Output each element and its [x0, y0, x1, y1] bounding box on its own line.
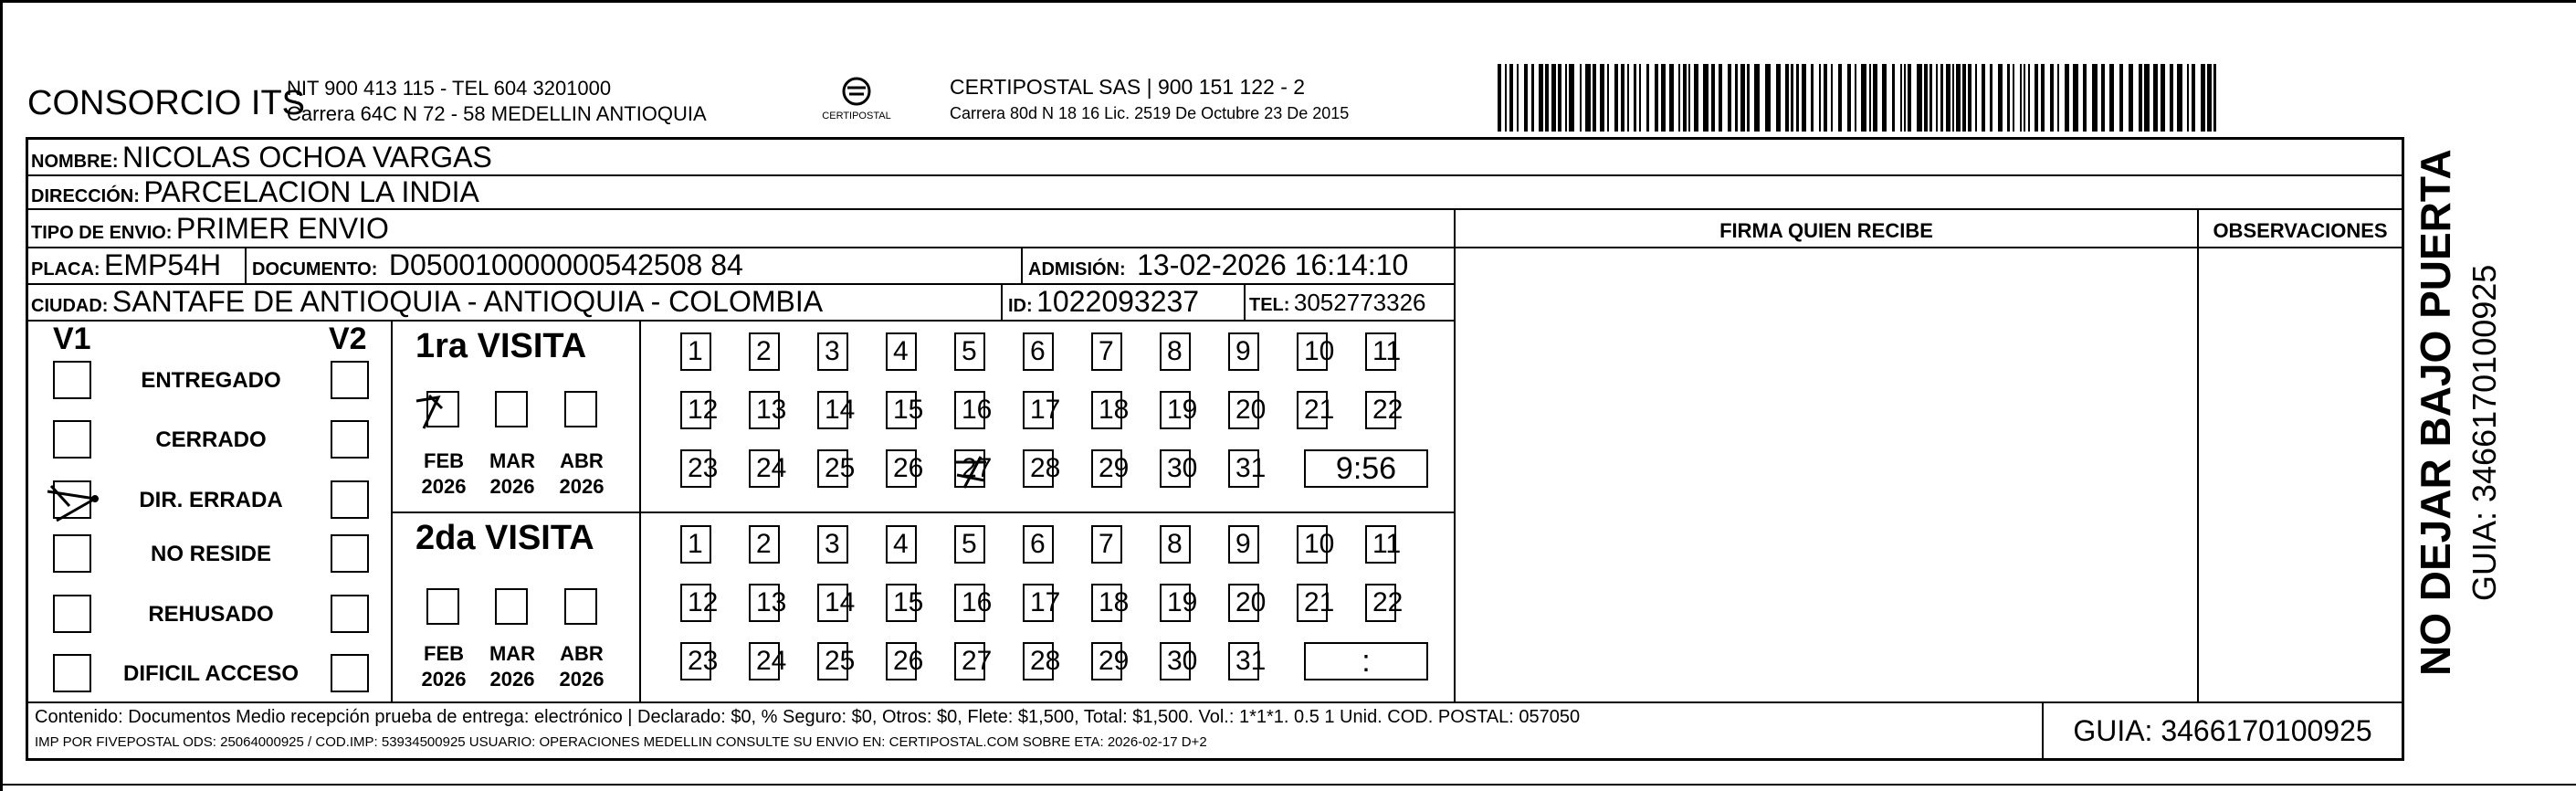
left-border: [0, 0, 3, 791]
side-guia: GUIA: 3466170100925: [2466, 264, 2503, 601]
v1-checkbox[interactable]: [53, 595, 91, 633]
v2-checkbox[interactable]: [331, 361, 369, 399]
footer-line-1: Contenido: Documentos Medio recepción prueba de entrega: electrónico | Declarado: $0, % Seguro: $0, Otros: $0, Flete: $1,500, Total: $1,500. Vol.: 1*1*1. 0.5 1 Unid. COD. POSTAL: 057050: [35, 707, 1581, 727]
first-visit-day-16[interactable]: 16: [954, 391, 985, 429]
day16-check-mark: [950, 453, 995, 490]
first-visit-day-24[interactable]: 24: [749, 449, 780, 488]
second-visit-day-27[interactable]: 27: [954, 642, 985, 680]
top-border: [0, 0, 2576, 3]
footer-line-2: IMP POR FIVEPOSTAL ODS: 25064000925 / COD.IMP: 53934500925 USUARIO: OPERACIONES MEDELLIN CONSULTE SU ENVIO EN: CERTIPOSTAL.COM SOBRE ETA: 2026-02-17 D+2: [35, 734, 1207, 750]
tipo-value: PRIMER ENVIO: [175, 212, 389, 245]
company-address: Carrera 64C N 72 - 58 MEDELLIN ANTIOQUIA: [287, 102, 707, 125]
second-visit-day-15[interactable]: 15: [886, 584, 917, 622]
first-visit-day-27[interactable]: 27: [954, 449, 985, 488]
tel-value: 3052773326: [1293, 289, 1426, 316]
second-visit-month-checkbox[interactable]: [495, 588, 528, 625]
second-visit-day-13[interactable]: 13: [749, 584, 780, 622]
first-visit-day-8[interactable]: 8: [1160, 332, 1191, 371]
second-visit-day-23[interactable]: 23: [680, 642, 711, 680]
direccion-row: [31, 175, 479, 209]
certipostal-name: CERTIPOSTAL SAS | 900 151 122 - 2: [950, 75, 1306, 99]
v2-checkbox[interactable]: [331, 595, 369, 633]
first-visit-time-box[interactable]: 9:56: [1304, 449, 1428, 488]
nombre-label: NOMBRE:: [31, 152, 119, 172]
second-visit-day-12[interactable]: 12: [680, 584, 711, 622]
first-visit-day-22[interactable]: 22: [1365, 391, 1396, 429]
first-visit-day-2[interactable]: 2: [749, 332, 780, 371]
second-visit-day-25[interactable]: 25: [817, 642, 848, 680]
feb-check-mark: [411, 388, 462, 434]
certipostal-logo: [811, 71, 902, 126]
company-nit: NIT 900 413 115 - TEL 604 3201000: [287, 77, 612, 100]
v2-checkbox[interactable]: [331, 654, 369, 692]
first-visit-month-label: ABR 2026: [559, 449, 605, 498]
first-visit-day-19[interactable]: 19: [1160, 391, 1191, 429]
placa-label: PLACA:: [31, 259, 100, 279]
tipo-envio-row: [31, 212, 389, 246]
second-visit-day-17[interactable]: 17: [1023, 584, 1054, 622]
v2-checkbox[interactable]: [331, 480, 369, 519]
first-visit-day-28[interactable]: 28: [1023, 449, 1054, 488]
second-visit-day-31[interactable]: 31: [1228, 642, 1259, 680]
admision-value: 13-02-2026 16:14:10: [1137, 248, 1409, 281]
direccion-value: PARCELACION LA INDIA: [143, 175, 479, 208]
documento-value: D050010000000542508 84: [388, 248, 743, 281]
second-visit-day-7[interactable]: 7: [1091, 525, 1122, 564]
v2-checkbox[interactable]: [331, 420, 369, 459]
dir-errada-check-mark: [42, 479, 106, 524]
second-visit-day-16[interactable]: 16: [954, 584, 985, 622]
first-visit-title: 1ra VISITA: [415, 327, 587, 365]
second-visit-month-label: MAR 2026: [489, 642, 536, 691]
company-name: CONSORCIO ITS: [27, 84, 306, 122]
v1-label: V1: [53, 322, 91, 356]
first-visit-month-label: FEB 2026: [421, 449, 467, 498]
v1-checkbox[interactable]: [53, 420, 91, 459]
status-label: NO RESIDE: [150, 542, 272, 566]
second-visit-day-26[interactable]: 26: [886, 642, 917, 680]
first-visit-day-12[interactable]: 12: [680, 391, 711, 429]
first-visit-day-1[interactable]: 1: [680, 332, 711, 371]
second-visit-day-6[interactable]: 6: [1023, 525, 1054, 564]
first-visit-month-checkbox[interactable]: [495, 391, 528, 427]
ciudad-value: SANTAFE DE ANTIOQUIA - ANTIOQUIA - COLOMBIA: [111, 285, 824, 318]
nombre-row: [31, 141, 492, 174]
second-visit-day-29[interactable]: 29: [1091, 642, 1122, 680]
id-field: [1008, 285, 1199, 319]
first-visit-day-14[interactable]: 14: [817, 391, 848, 429]
first-visit-day-15[interactable]: 15: [886, 391, 917, 429]
documento-label: DOCUMENTO:: [252, 259, 378, 279]
first-visit-day-31[interactable]: 31: [1228, 449, 1259, 488]
status-label: CERRADO: [155, 427, 267, 452]
nombre-value: NICOLAS OCHOA VARGAS: [122, 141, 492, 174]
certipostal-license: Carrera 80d N 18 16 Lic. 2519 De Octubre 23 De 2015: [950, 104, 1350, 122]
second-visit-day-8[interactable]: 8: [1160, 525, 1191, 564]
first-visit-day-7[interactable]: 7: [1091, 332, 1122, 371]
svg-text:CERTIPOSTAL: CERTIPOSTAL: [822, 111, 891, 121]
footer-guia: GUIA: 3466170100925: [2073, 714, 2372, 747]
first-visit-day-25[interactable]: 25: [817, 449, 848, 488]
second-visit-day-10[interactable]: 10: [1297, 525, 1328, 564]
side-title: NO DEJAR BAJO PUERTA: [2412, 149, 2459, 676]
direccion-label: DIRECCIÓN:: [31, 186, 140, 206]
firma-header: FIRMA QUIEN RECIBE: [1719, 219, 1933, 242]
first-visit-day-13[interactable]: 13: [749, 391, 780, 429]
admision-field: [1028, 248, 1408, 282]
second-visit-day-3[interactable]: 3: [817, 525, 848, 564]
second-visit-time-box[interactable]: :: [1304, 642, 1428, 680]
second-visit-month-label: FEB 2026: [421, 642, 467, 691]
first-visit-day-11[interactable]: 11: [1365, 332, 1396, 371]
second-visit-month-checkbox[interactable]: [564, 588, 597, 625]
second-visit-day-5[interactable]: 5: [954, 525, 985, 564]
second-visit-day-30[interactable]: 30: [1160, 642, 1191, 680]
v1-checkbox[interactable]: [53, 361, 91, 399]
second-visit-day-21[interactable]: 21: [1297, 584, 1328, 622]
status-label: DIFICIL ACCESO: [122, 661, 299, 686]
second-visit-day-22[interactable]: 22: [1365, 584, 1396, 622]
first-visit-day-5[interactable]: 5: [954, 332, 985, 371]
second-visit-day-9[interactable]: 9: [1228, 525, 1259, 564]
first-visit-day-23[interactable]: 23: [680, 449, 711, 488]
admision-label: ADMISIÓN:: [1028, 259, 1126, 279]
second-visit-day-20[interactable]: 20: [1228, 584, 1259, 622]
v1-checkbox[interactable]: [53, 654, 91, 692]
tel-field: [1249, 289, 1426, 317]
first-visit-day-9[interactable]: 9: [1228, 332, 1259, 371]
first-visit-day-4[interactable]: 4: [886, 332, 917, 371]
placa-field: [31, 248, 221, 282]
second-visit-day-1[interactable]: 1: [680, 525, 711, 564]
id-label: ID:: [1008, 296, 1033, 316]
second-visit-month-label: ABR 2026: [559, 642, 605, 691]
v2-checkbox[interactable]: [331, 534, 369, 573]
v1-checkbox[interactable]: [53, 534, 91, 573]
status-label: DIR. ERRADA: [139, 488, 283, 512]
status-label: ENTREGADO: [141, 368, 281, 393]
second-visit-day-28[interactable]: 28: [1023, 642, 1054, 680]
signature-area[interactable]: [1457, 248, 2195, 700]
tel-label: TEL:: [1249, 295, 1290, 315]
first-visit-day-17[interactable]: 17: [1023, 391, 1054, 429]
second-visit-day-4[interactable]: 4: [886, 525, 917, 564]
first-visit-month-checkbox[interactable]: [564, 391, 597, 427]
second-visit-day-2[interactable]: 2: [749, 525, 780, 564]
placa-value: EMP54H: [104, 248, 222, 281]
first-visit-month-label: MAR 2026: [489, 449, 536, 498]
second-visit-day-19[interactable]: 19: [1160, 584, 1191, 622]
first-visit-day-30[interactable]: 30: [1160, 449, 1191, 488]
status-label: REHUSADO: [148, 602, 274, 627]
second-visit-day-18[interactable]: 18: [1091, 584, 1122, 622]
id-value: 1022093237: [1036, 285, 1200, 318]
first-visit-day-10[interactable]: 10: [1297, 332, 1328, 371]
barcode: [1498, 64, 2221, 132]
second-visit-month-checkbox[interactable]: [426, 588, 459, 625]
second-visit-title: 2da VISITA: [415, 519, 594, 557]
v2-label: V2: [329, 322, 367, 356]
documento-field: [252, 248, 743, 282]
second-visit-day-24[interactable]: 24: [749, 642, 780, 680]
first-visit-day-18[interactable]: 18: [1091, 391, 1122, 429]
first-visit-day-6[interactable]: 6: [1023, 332, 1054, 371]
first-visit-day-21[interactable]: 21: [1297, 391, 1328, 429]
second-visit-day-14[interactable]: 14: [817, 584, 848, 622]
first-visit-day-26[interactable]: 26: [886, 449, 917, 488]
second-visit-day-11[interactable]: 11: [1365, 525, 1396, 564]
tipo-label: TIPO DE ENVIO:: [31, 223, 173, 243]
ciudad-field: [31, 285, 823, 319]
observations-area[interactable]: [2201, 248, 2400, 700]
first-visit-day-20[interactable]: 20: [1228, 391, 1259, 429]
first-visit-day-29[interactable]: 29: [1091, 449, 1122, 488]
first-visit-day-3[interactable]: 3: [817, 332, 848, 371]
observaciones-header: OBSERVACIONES: [2213, 219, 2388, 242]
ciudad-label: CIUDAD:: [31, 296, 109, 316]
